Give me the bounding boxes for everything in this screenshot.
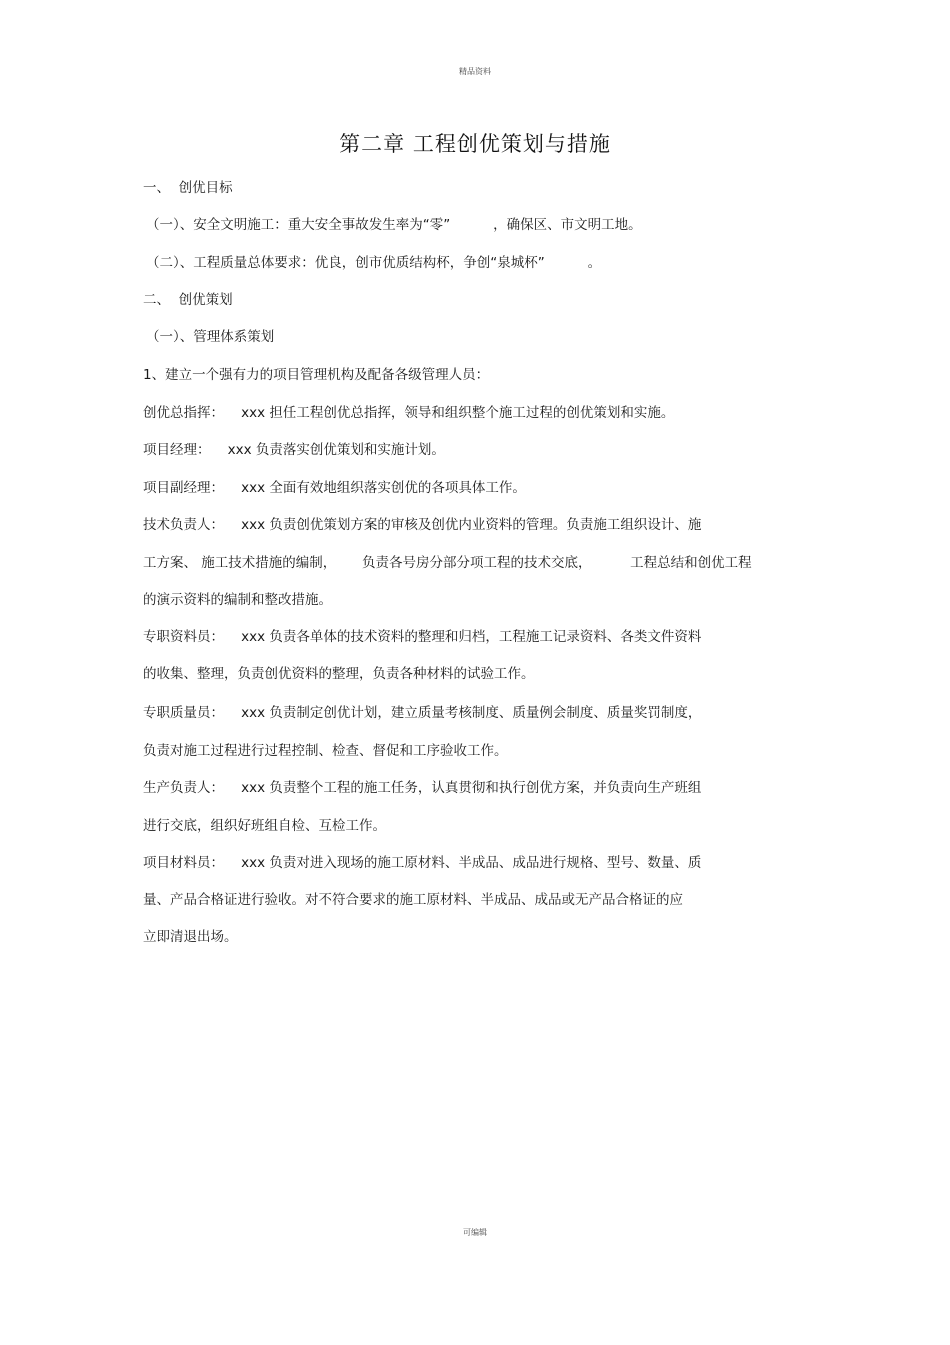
paragraph-line: 量、产品合格证进行验收。对不符合要求的施工原材料、半成品、成品或无产品合格证的应 [143, 892, 683, 908]
section-heading: 一、 创优目标 [143, 180, 233, 196]
paragraph-line: 进行交底，组织好班组自检、互检工作。 [143, 818, 386, 834]
paragraph-line: 生产负责人： xxx 负责整个工程的施工任务，认真贯彻和执行创优方案，并负责向生产班组 [143, 780, 702, 796]
chapter-title: 第二章 工程创优策划与措施 [339, 132, 611, 156]
paragraph-line: 负责对施工过程进行过程控制、检查、督促和工序验收工作。 [143, 743, 508, 759]
page-header: 精品资料 [459, 67, 491, 76]
subsection-heading: （一）、管理体系策划 [146, 329, 275, 345]
paragraph-line: 的收集、整理，负责创优资料的整理，负责各种材料的试验工作。 [143, 666, 535, 682]
page-footer: 可编辑 [463, 1228, 487, 1237]
paragraph-line: 项目经理： xxx 负责落实创优策划和实施计划。 [143, 442, 445, 458]
paragraph-line: （二）、工程质量总体要求：优良，创市优质结构杯，争创“泉城杯” 。 [146, 255, 602, 271]
paragraph-line: 1、建立一个强有力的项目管理机构及配备各级管理人员： [143, 367, 490, 383]
paragraph-line: 立即清退出场。 [143, 929, 238, 945]
paragraph-line: 的演示资料的编制和整改措施。 [143, 592, 332, 608]
paragraph-line: 项目材料员： xxx 负责对进入现场的施工原材料、半成品、成品进行规格、型号、数量、质 [143, 855, 702, 871]
paragraph-line: 工方案、 施工技术措施的编制， 负责各号房分部分项工程的技术交底， 工程总结和创优工程 [143, 555, 752, 571]
paragraph-line: 专职资料员： xxx 负责各单体的技术资料的整理和归档，工程施工记录资料、各类文件资料 [143, 629, 702, 645]
paragraph-line: 专职质量员： xxx 负责制定创优计划，建立质量考核制度、质量例会制度、质量奖罚制度， [143, 705, 702, 721]
paragraph-line: （一）、安全文明施工：重大安全事故发生率为“零” ，确保区、市文明工地。 [146, 217, 642, 233]
paragraph-line: 项目副经理： xxx 全面有效地组织落实创优的各项具体工作。 [143, 480, 526, 496]
paragraph-line: 创优总指挥： xxx 担任工程创优总指挥，领导和组织整个施工过程的创优策划和实施。 [143, 405, 675, 421]
paragraph-line: 技术负责人： xxx 负责创优策划方案的审核及创优内业资料的管理。负责施工组织设计、施 [143, 517, 702, 533]
section-heading: 二、 创优策划 [143, 292, 233, 308]
